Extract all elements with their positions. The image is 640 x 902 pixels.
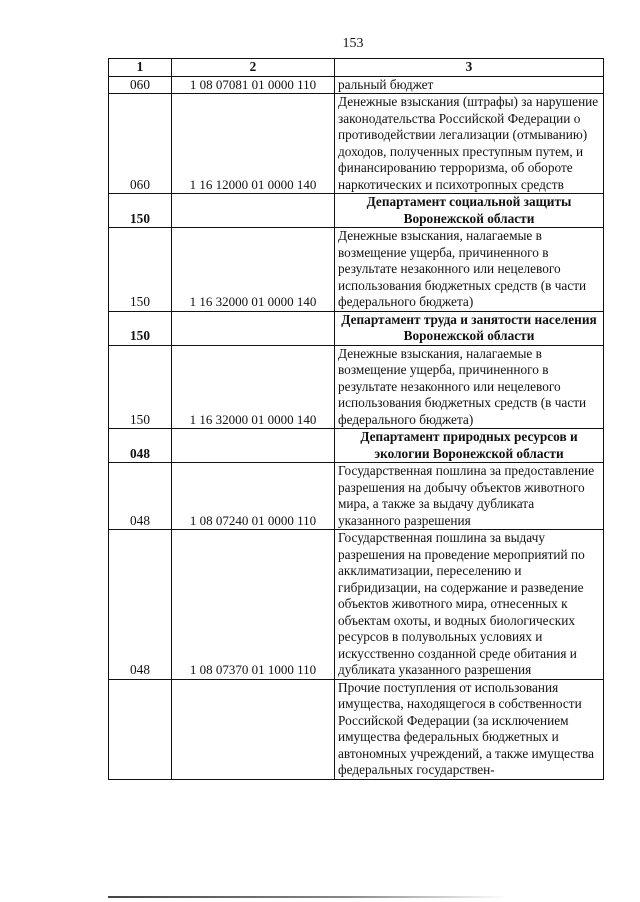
budget-code: 1 08 07081 01 0000 110 bbox=[172, 76, 335, 94]
description: Государственная пошлина за предоставление разрешения на добычу объектов животного мира, а также за выдачу дубликата указанного разрешения bbox=[335, 463, 604, 530]
description: ральный бюджет bbox=[335, 76, 604, 94]
table-row bbox=[109, 94, 604, 194]
admin-code: 150 bbox=[109, 345, 172, 429]
budget-code bbox=[172, 429, 335, 463]
table-header-row bbox=[109, 59, 604, 77]
admin-code: 150 bbox=[109, 194, 172, 228]
admin-code bbox=[109, 679, 172, 779]
department-row bbox=[109, 194, 604, 228]
budget-code: 1 16 32000 01 0000 140 bbox=[172, 228, 335, 312]
budget-code: 1 08 07370 01 1000 110 bbox=[172, 530, 335, 680]
description: Государственная пошлина за выдачу разрешения на проведение мероприятий по акклиматизации, переселению и гибридизации, на содержание и разведение объектов животного мира, отнесенных к объектам охоты, и водных биологических ресурсов в полувольных условиях и искусственно созданной среде обитания и дубликата указанного разрешения bbox=[335, 530, 604, 680]
budget-code: 1 16 32000 01 0000 140 bbox=[172, 345, 335, 429]
admin-code: 150 bbox=[109, 311, 172, 345]
header-col-3: 3 bbox=[335, 59, 604, 77]
page-bottom-rule bbox=[108, 896, 508, 898]
description: Прочие поступления от использования имущества, находящегося в собственности Российской Федерации (за исключением имущества федеральных бюджетных и автономных учреждений, а также имущества федеральных государствен- bbox=[335, 679, 604, 779]
table-row bbox=[109, 463, 604, 530]
department-row bbox=[109, 311, 604, 345]
budget-code: 1 08 07240 01 0000 110 bbox=[172, 463, 335, 530]
budget-code bbox=[172, 679, 335, 779]
table-row bbox=[109, 345, 604, 429]
admin-code: 048 bbox=[109, 429, 172, 463]
admin-code: 060 bbox=[109, 94, 172, 194]
budget-code bbox=[172, 194, 335, 228]
description: Денежные взыскания, налагаемые в возмещение ущерба, причиненного в результате незаконного или нецелевого использования бюджетных средств (в части федерального бюджета) bbox=[335, 228, 604, 312]
admin-code: 150 bbox=[109, 228, 172, 312]
budget-code bbox=[172, 311, 335, 345]
header-col-1: 1 bbox=[109, 59, 172, 77]
table-row bbox=[109, 530, 604, 680]
department-row bbox=[109, 429, 604, 463]
department-name: Департамент природных ресурсов и экологии Воронежской области bbox=[335, 429, 604, 463]
description: Денежные взыскания (штрафы) за нарушение законодательства Российской Федерации о противодействии легализации (отмыванию) доходов, полученных преступным путем, и финансированию терроризма, об обороте наркотических и психотропных средств bbox=[335, 94, 604, 194]
description: Денежные взыскания, налагаемые в возмещение ущерба, причиненного в результате незаконного или нецелевого использования бюджетных средств (в части федерального бюджета) bbox=[335, 345, 604, 429]
department-name: Департамент социальной защиты Воронежской области bbox=[335, 194, 604, 228]
department-name: Департамент труда и занятости населения Воронежской области bbox=[335, 311, 604, 345]
revenue-table bbox=[108, 58, 604, 780]
table-row bbox=[109, 76, 604, 94]
admin-code: 048 bbox=[109, 530, 172, 680]
table-row bbox=[109, 228, 604, 312]
admin-code: 048 bbox=[109, 463, 172, 530]
budget-code: 1 16 12000 01 0000 140 bbox=[172, 94, 335, 194]
admin-code: 060 bbox=[109, 76, 172, 94]
table-row bbox=[109, 679, 604, 779]
header-col-2: 2 bbox=[172, 59, 335, 77]
page-number: 153 bbox=[342, 36, 364, 51]
